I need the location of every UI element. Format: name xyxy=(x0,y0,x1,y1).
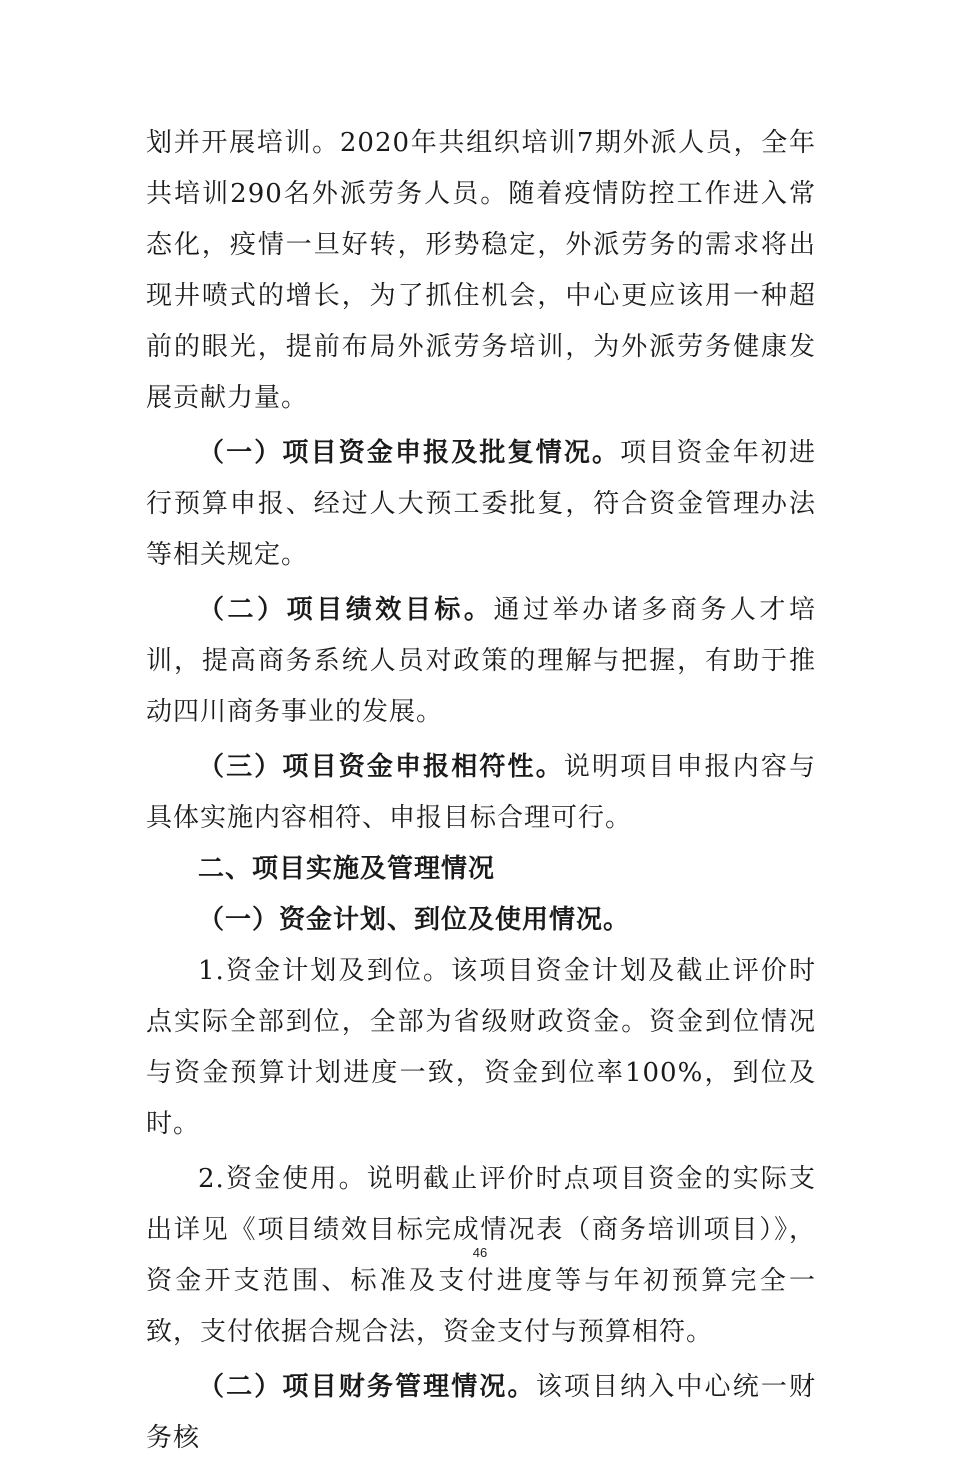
section-body-performance-goals: 通过举办诸多商务人才培训，提高商务系统人员对政策的理解与把握，有助于推动四川商务事业的发展。 xyxy=(146,595,816,727)
section-lead-funding-application: （一）项目资金申报及批复情况。 xyxy=(198,438,621,468)
section-body-financial-management: 该项目纳入中心统一财务核 xyxy=(146,1372,816,1453)
page-body xyxy=(146,118,816,1464)
section-lead-application-consistency: （三）项目资金申报相符性。 xyxy=(198,752,564,782)
subsection-heading-funding-plan: （一）资金计划、到位及使用情况。 xyxy=(198,905,631,935)
section-body-application-consistency: 说明项目申报内容与具体实施内容相符、申报目标合理可行。 xyxy=(146,752,816,833)
paragraph-funding-usage: 2.资金使用。说明截止评价时点项目资金的实际支出详见《项目绩效目标完成情况表（商务培训项目）》，资金开支范围、标准及支付进度等与年初预算完全一致，支付依据合规合法，资金支付与预算相符。 xyxy=(146,1164,816,1347)
section-body-funding-application: 项目资金年初进行预算申报、经过人大预工委批复，符合资金管理办法等相关规定。 xyxy=(146,438,816,570)
section-heading-implementation: 二、项目实施及管理情况 xyxy=(198,854,496,884)
paragraph-continued: 划并开展培训。2020年共组织培训7期外派人员，全年共培训290名外派劳务人员。随着疫情防控工作进入常态化，疫情一旦好转，形势稳定，外派劳务的需求将出现井喷式的增长，为了抓住机会，中心更应该用一种超前的眼光，提前布局外派劳务培训，为外派劳务健康发展贡献力量。 xyxy=(146,128,816,413)
paragraph-application-consistency xyxy=(146,742,816,844)
section-lead-performance-goals: （二）项目绩效目标。 xyxy=(198,595,494,625)
paragraph-funding-application xyxy=(146,428,816,581)
paragraph-funding-plan: 1.资金计划及到位。该项目资金计划及截止评价时点实际全部到位，全部为省级财政资金。资金到位情况与资金预算计划进度一致，资金到位率100%，到位及时。 xyxy=(146,956,816,1139)
page-number: 46 xyxy=(472,1245,488,1260)
paragraph-performance-goals xyxy=(146,585,816,738)
paragraph-financial-management xyxy=(146,1362,816,1464)
section-lead-financial-management: （二）项目财务管理情况。 xyxy=(198,1372,536,1402)
